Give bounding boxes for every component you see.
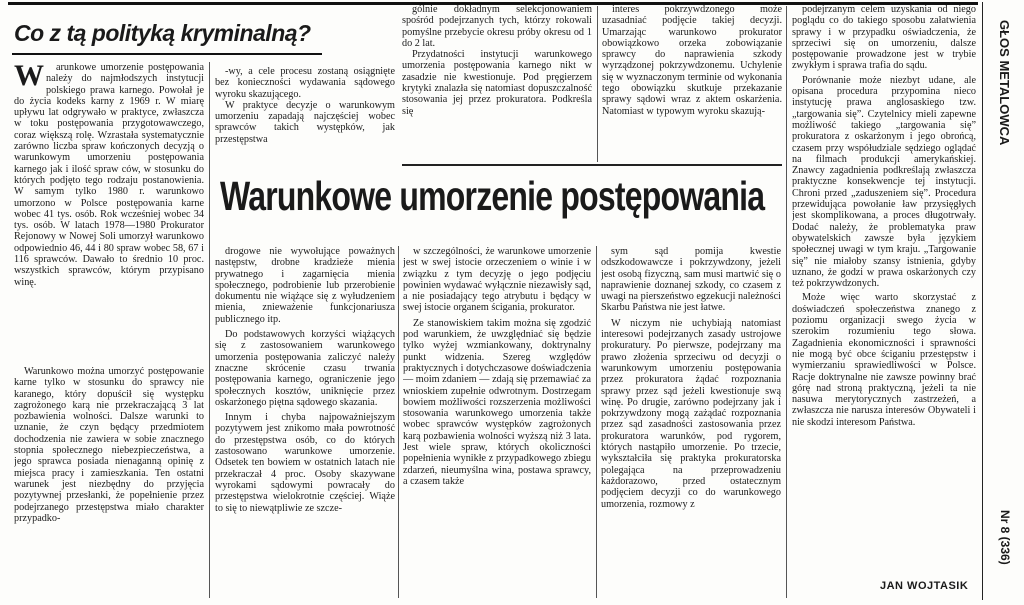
drop-cap: W — [14, 62, 44, 92]
column-3 — [402, 4, 592, 162]
headline: Warunkowe umorzenie postępowania — [220, 173, 765, 219]
paragraph: interes pokrzywdzonego może uzasadniać podjęcie takiej decyzji. Umarzając warunkowo prokurator obowiązkowo orzeka zobowiązanie sprawcy do naprawienia szkody wyrządzonej pokrzywdzonemu. Uchylenie się w wyznaczonym terminie od wykonania tego obowiązku skutkuje przekazanie sprawy sądowi wraz z aktem oskarżenia. Natomiast w typowym wyroku skazują- — [602, 4, 782, 117]
paragraph: w szczególności, że warunkowe umorzenie jest w swej istocie orzeczeniem o winie i w związku z tym decyzję o jego podjęciu powinien wydawać wyłącznie niezawisły sąd, a nie posiadający tego atrybutu i będący w swej istocie organem ścigania, prokurator. — [403, 246, 591, 314]
column-divider — [597, 6, 598, 162]
paragraph: podejrzanym celem uzyskania od niego poglądu co do takiego sposobu załatwienia sprawy i w przypadku oświadczenia, że sprzeciwi się on umorzeniu, dalsze postępowanie prowadzone jest w trybie zwykłym i sprawa trafia do sądu. — [792, 4, 976, 72]
column-divider — [786, 6, 787, 598]
paragraph: arunkowe umorzenie postępowania należy do najmłodszych instytucji polskiego prawa karnego. Powołał je do życia kodeks karny z 1969 r. W miarę upływu lat odgrywało w praktyce, zwłaszcza w toku postępowania przygotowawczego, coraz większą rolę. Wzrastała systematycznie zarówno liczba spraw kończonych decyzją o warunkowym umorzeniu postępowania karnego jak i ilość spraw ców, w stosunku do których podjęto tego rodzaju postanowienia. W samym tylko 1980 r. warunkowo umorzono w Polsce postępowania karne wobec 41 tys. osób. Rok wcześniej wobec 34 tys. osób. W latach 1978—1980 Prokurator Rejonowy w Nowej Soli umorzył warunkowo odpowiednio 46, 44 i 80 spraw wobec 58, 67 i 116 sprawców. Dawało to średnio 10 proc. wszystkich sprawców, którym przypisano winę. — [14, 62, 204, 288]
kicker-title: Co z tą polityką kryminalną? — [14, 20, 311, 46]
paragraph: Może więc warto skorzystać z doświadczeń społeczeństwa znanego z poziomu organizacji swego życia w szerokim rozumieniu tego słowa. Zagadnienia ekonomiczności i sprawności nie mogą być obce ściganiu przestępstw i wymierzaniu sprawiedliwości w Polsce. Racje doktrynalne nie zawsze powinny brać górę nad stroną praktyczną, jeżeli ta nie nasuwa merytorycznych zastrzeżeń, a zwłaszcza nie narusza interesów Obywateli i nie skodzi interesom Państwa. — [792, 292, 976, 428]
column-8 — [792, 4, 976, 576]
column-divider — [596, 246, 597, 598]
paragraph: Przydatności instytucji warunkowego umorzenia postępowania karnego nikt w zasadzie nie kwestionuje. Pod pręgierzem krytyki znalazła się natomiast dopuszczalność stosowania jej przez prokuratora. Podkreśla się — [402, 49, 592, 117]
margin-rule — [982, 2, 983, 600]
publication-name: GŁOS METALOWCA — [997, 20, 1012, 146]
column-5 — [215, 246, 395, 598]
column-6 — [403, 246, 591, 598]
column-1-continued — [14, 366, 204, 598]
column-divider — [209, 62, 210, 598]
paragraph: W praktyce decyzje o warunkowym umorzeniu zapadają najczęściej wobec sprawców takich występków, jak przestępstwa — [215, 99, 395, 145]
paragraph: gólnie dokładnym selekcjonowaniem spośród podejrzanych tych, którzy rokowali pomyślne przebycie okresu próby okresu od 1 do 2 lat. — [402, 4, 592, 49]
column-4 — [602, 4, 782, 162]
column-1 — [14, 62, 204, 362]
paragraph: Warunkowo można umorzyć postępowanie karne tylko w stosunku do sprawcy nie karanego, który dopuścił się występku zagrożonego karą nie przekraczającą 3 lat pozbawienia wolności. Dalsze warunki to uznanie, że czyn będący przedmiotem dochodzenia nie zawiera w sobie znacznego stopnia społecznego niebezpieczeństwa, a jego sprawca posiada nienaganną opinię z miejsca pracy i zamieszkania. Ten ostatni warunek jest niezbędny do przyjęcia pozytywnej przesłanki, że popełnienie przez podejrzanego przestępstwa miało charakter przypadko- — [14, 366, 204, 524]
paragraph: -wy, a cele procesu zostaną osiągnięte bez konieczności wydawania sądowego wyroku skazującego. — [215, 66, 395, 100]
column-2 — [215, 66, 395, 174]
paragraph: Do podstawowych korzyści wiążących się z zastosowaniem warunkowego umorzenia postępowania zaliczyć należy znaczne skrócenie czasu trwania postępowania karnego, ograniczenie jego społecznych kosztów, uniknięcie przez oskarżonego piętna sądowego skazania. — [215, 329, 395, 408]
paragraph: W niczym nie uchybiają natomiast interesowi podejrzanych zasady ustrojowe prokuratury. Po pierwsze, podejrzany ma prawo złożenia sprzeciwu od decyzji o warunkowym umorzeniu postępowania przez prokuratora żądać rozpoznania sprawy przez sąd jeżeli kwestionuje swą winę. Po drugie, zarówno podejrzany jak i pokrzywdzony mogą zażądać rozpoznania przez sąd zasadności zastosowania przez prokuratora warunków, pod rygorem, których nastąpiło umorzenie. Po trzecie, wykształciła się praktyka prokuratorska polegająca na przeprowadzeniu każdorazowo, przed ostatecznym podjęciem decyzji co do warunkowego umorzenia, rozmowy z — [601, 317, 781, 510]
issue-number: Nr 8 (336) — [998, 510, 1012, 565]
author-byline: JAN WOJTASIK — [880, 580, 969, 592]
headline-top-rule — [402, 164, 782, 166]
paragraph: Innym i chyba najpoważniejszym pozytywem jest znikomo mała powrotność do przestępstwa osób, co do których zastosowano warunkowe umorzenie. Odsetek ten bowiem w ostatnich latach nie przekraczał 4 proc. Osoby skazywane wyrokami sądowymi powracały do przestępstwa wielokrotnie częściej. Wiąże to się to niewątpliwie ze szcze- — [215, 412, 395, 514]
paragraph: Porównanie może niezbyt udane, ale opisana procedura przypomina nieco instytucję prawa anglosaskiego tzw. „targowania się”. Czytelnicy mieli zapewne możliwość takiego „targowania się” prokuratora z oskarżonym i jego obrońcą, czasem przy współudziale sędziego oglądać na filmach produkcji amerykańskiej. Znawcy zagadnienia podkreślają zwłaszcza praktyczne konsekwencje tej instytucji. Chroni przed „zaduszeniem się”. Procedura przewidująca powołanie ław przysięgłych jest skomplikowana, a proces długotrwały. Dodać należy, że problematyka praw obywatelskich zawsze była językiem społecznej uwagi w tym kraju. „Targowanie się” nie miałoby szansy istnienia, gdyby uznano, że godzi w prawa oskarżonych czy też pokrzywdzonych. — [792, 74, 976, 290]
paragraph: sym sąd pomija kwestie odszkodowawcze i pokrzywdzony, jeżeli jest osobą fizyczną, sam musi martwić się o naprawienie doznanej szkody, co czasem z uwagi na pierszeństwo egzekucji należności Skarbu Państwa nie jest łatwe. — [601, 246, 781, 314]
paragraph: Ze stanowiskiem takim można się zgodzić pod warunkiem, że uwzględniać się będzie tylko wyżej wzmiankowany, doktrynalny punkt widzenia. Szereg względów praktycznych i dotychczasowe doświadczenia — moim zdaniem — zdają się przemawiać za wnioskiem zupełnie odwrotnym. Dostrzegam bowiem możliwości rozszerzenia możliwości stosowania warunkowego umorzenia także wobec sprawców występków zagrożonych karą pozbawienia wolności wyższą niż 3 lata. Jest wiele spraw, których okoliczności popełnienia wynikłe z przypadkowego zbiegu zdarzeń, nieumyślna wina, postawa sprawcy, a czasem także — [403, 317, 591, 487]
kicker-underline — [12, 53, 322, 55]
paragraph: drogowe nie wywołujące poważnych następstw, drobne kradzieże mienia prywatnego i zagarnięcia mienia społecznego, podrobienie lub przerobienie dokumentu nie wiążące się z wyłudzeniem mienia, znieważenie funkcjonariusza publicznego itp. — [215, 246, 395, 325]
column-7 — [601, 246, 781, 598]
column-divider — [398, 246, 399, 598]
